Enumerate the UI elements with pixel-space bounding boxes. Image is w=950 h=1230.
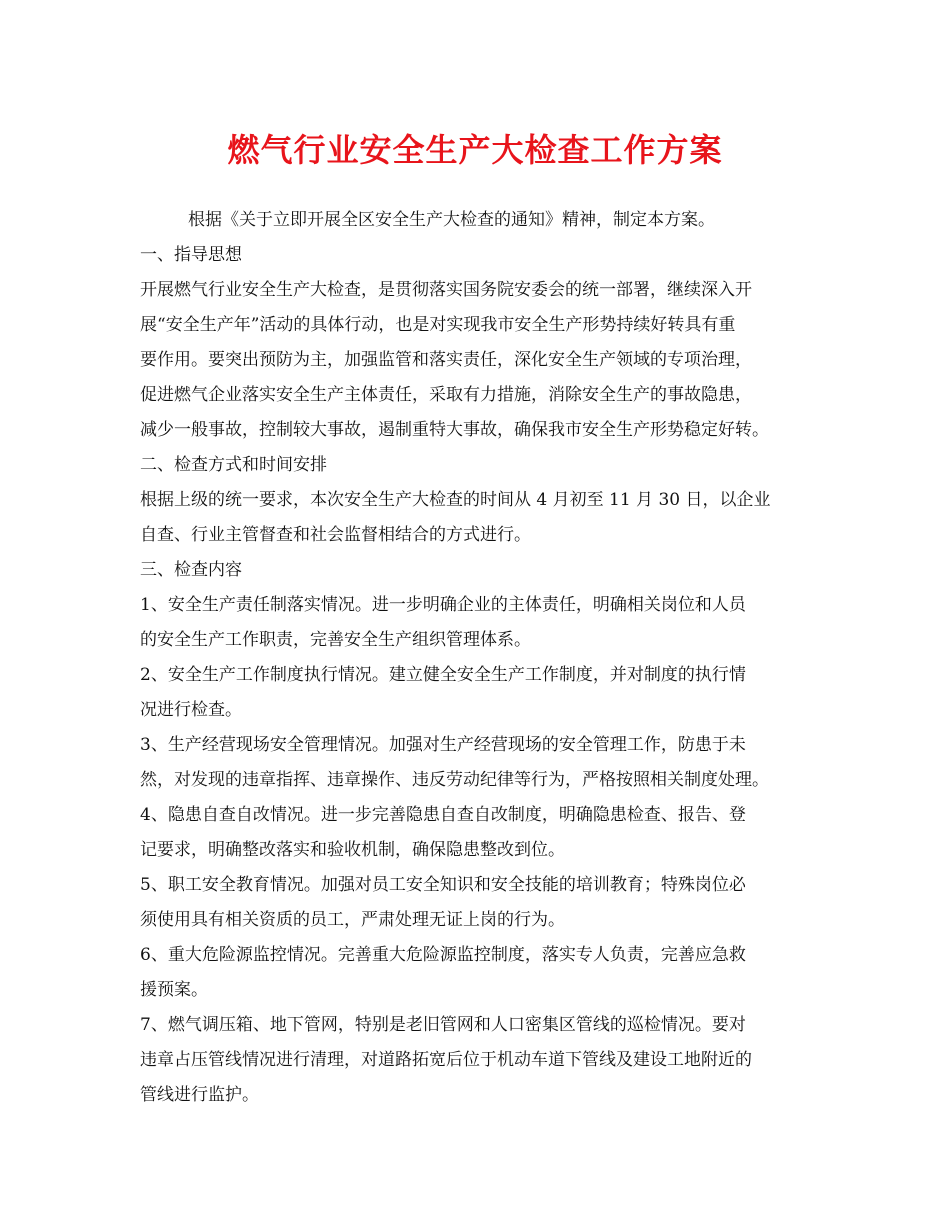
list-item-line: 管线进行监护。	[140, 1085, 259, 1105]
paragraph-line: 减少一般事故，控制较大事故，遏制重特大事故，确保我市安全生产形势稳定好转。	[140, 420, 769, 440]
list-item-line: 2、安全生产工作制度执行情况。建立健全安全生产工作制度，并对制度的执行情	[140, 665, 746, 685]
list-item-line: 的安全生产工作职责，完善安全生产组织管理体系。	[140, 630, 531, 650]
paragraph-line: 开展燃气行业安全生产大检查，是贯彻落实国务院安委会的统一部署，继续深入开	[140, 280, 752, 300]
paragraph-line: 展“安全生产年”活动的具体行动，也是对实现我市安全生产形势持续好转具有重	[140, 315, 736, 335]
list-item-line: 4、隐患自查自改情况。进一步完善隐患自查自改制度，明确隐患检查、报告、登	[140, 805, 746, 825]
section-heading-inspection-content: 三、检查内容	[140, 560, 242, 580]
list-item-line: 5、职工安全教育情况。加强对员工安全知识和安全技能的培训教育；特殊岗位必	[140, 875, 746, 895]
section-heading-guiding-ideology: 一、指导思想	[140, 245, 242, 265]
list-item-line: 1、安全生产责任制落实情况。进一步明确企业的主体责任，明确相关岗位和人员	[140, 595, 746, 615]
section-heading-inspection-method: 二、检查方式和时间安排	[140, 455, 327, 475]
document-body	[140, 203, 820, 1113]
paragraph-line: 根据上级的统一要求，本次安全生产大检查的时间从 4 月初至 11 月 30 日，以企业	[140, 490, 771, 510]
document-title: 燃气行业安全生产大检查工作方案	[227, 131, 723, 169]
paragraph-line: 自查、行业主管督查和社会监督相结合的方式进行。	[140, 525, 531, 545]
list-item-line: 然，对发现的违章指挥、违章操作、违反劳动纪律等行为，严格按照相关制度处理。	[140, 770, 769, 790]
list-item-line: 况进行检查。	[140, 700, 242, 720]
list-item-line: 违章占压管线情况进行清理，对道路拓宽后位于机动车道下管线及建设工地附近的	[140, 1050, 752, 1070]
list-item-line: 3、生产经营现场安全管理情况。加强对生产经营现场的安全管理工作，防患于未	[140, 735, 746, 755]
list-item-line: 6、重大危险源监控情况。完善重大危险源监控制度，落实专人负责，完善应急救	[140, 945, 746, 965]
list-item-line: 须使用具有相关资质的员工，严肃处理无证上岗的行为。	[140, 910, 565, 930]
list-item-line: 记要求，明确整改落实和验收机制，确保隐患整改到位。	[140, 840, 565, 860]
paragraph-line: 促进燃气企业落实安全生产主体责任，采取有力措施，消除安全生产的事故隐患，	[140, 385, 752, 405]
intro-paragraph: 根据《关于立即开展全区安全生产大检查的通知》精神，制定本方案。	[188, 210, 715, 230]
paragraph-line: 要作用。要突出预防为主，加强监管和落实责任，深化安全生产领域的专项治理，	[140, 350, 752, 370]
list-item-line: 援预案。	[140, 980, 208, 1000]
list-item-line: 7、燃气调压箱、地下管网，特别是老旧管网和人口密集区管线的巡检情况。要对	[140, 1015, 746, 1035]
